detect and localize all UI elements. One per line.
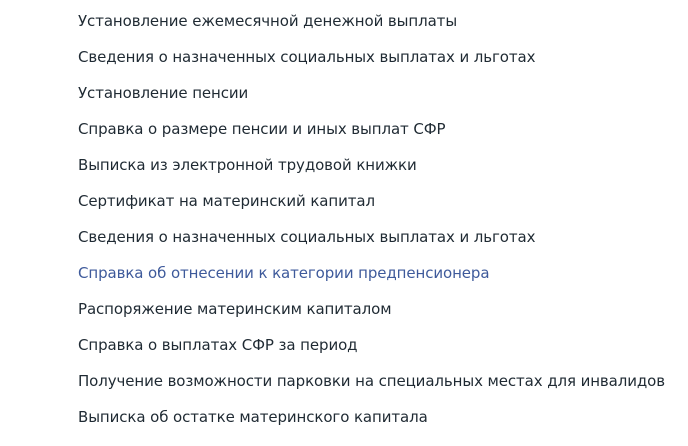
service-link-social-benefits-info[interactable]: Сведения о назначенных социальных выплатах и льготах bbox=[78, 48, 536, 66]
service-link-monthly-payment[interactable]: Установление ежемесячной денежной выплаты bbox=[78, 12, 458, 30]
service-link-work-record-extract[interactable]: Выписка из электронной трудовой книжки bbox=[78, 156, 417, 174]
service-link-pension-amount-certificate[interactable]: Справка о размере пенсии и иных выплат СФР bbox=[78, 120, 446, 138]
service-link-disabled-parking[interactable]: Получение возможности парковки на специальных местах для инвалидов bbox=[78, 372, 665, 390]
service-link-pre-pensioner-certificate[interactable]: Справка об отнесении к категории предпенсионера bbox=[78, 264, 490, 282]
service-link-maternity-capital-balance[interactable]: Выписка об остатке материнского капитала bbox=[78, 408, 428, 426]
service-link-payments-for-period[interactable]: Справка о выплатах СФР за период bbox=[78, 336, 358, 354]
service-link-social-benefits-info-2[interactable]: Сведения о назначенных социальных выплатах и льготах bbox=[78, 228, 536, 246]
service-link-maternity-capital-certificate[interactable]: Сертификат на материнский капитал bbox=[78, 192, 375, 210]
service-link-maternity-capital-disposal[interactable]: Распоряжение материнским капиталом bbox=[78, 300, 392, 318]
services-list bbox=[78, 0, 665, 435]
service-link-pension-establishment[interactable]: Установление пенсии bbox=[78, 84, 249, 102]
